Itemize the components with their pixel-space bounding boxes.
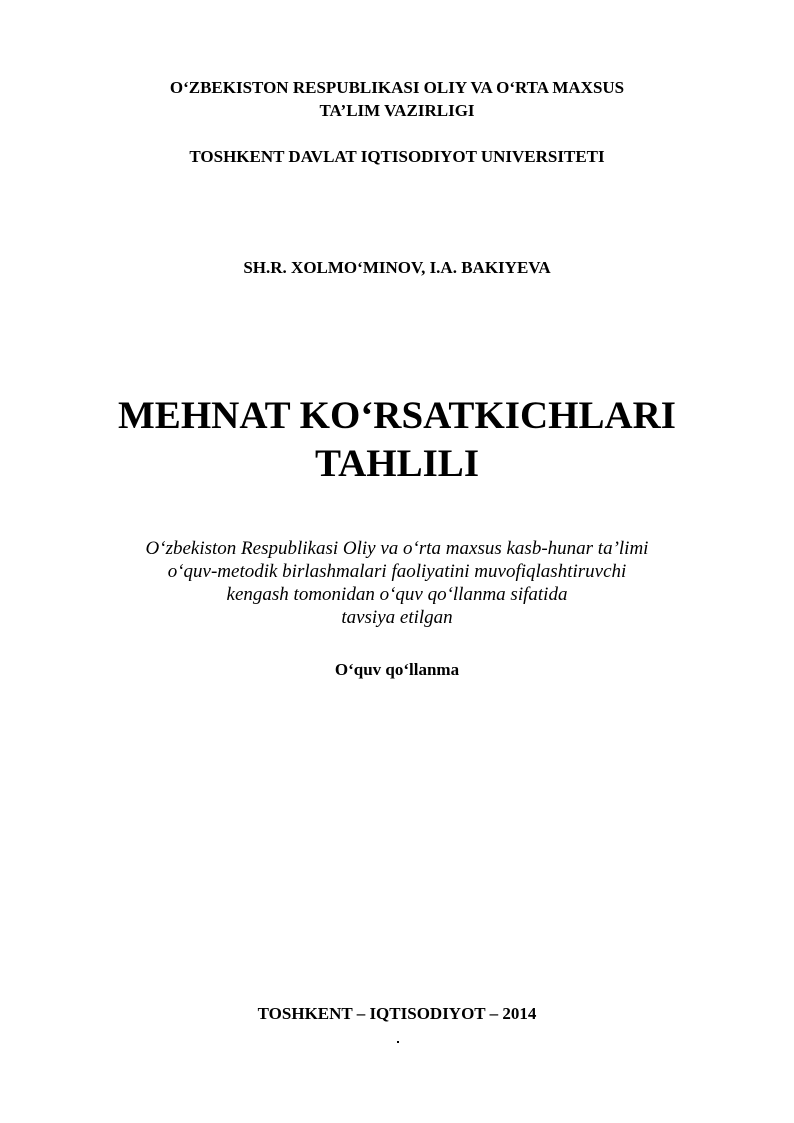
- page-dot-mark: [397, 1041, 399, 1043]
- university-name: TOSHKENT DAVLAT IQTISODIYOT UNIVERSITETI: [189, 147, 605, 166]
- book-title-line-2: TAHLILI: [315, 442, 479, 485]
- book-title-line-1: MEHNAT KO‘RSATKICHLARI: [118, 394, 676, 437]
- recommendation-line-2: o‘quv-metodik birlashmalari faoliyatini muvofiqlashtiruvchi: [167, 561, 627, 582]
- ministry-line-1: O‘ZBEKISTON RESPUBLIKASI OLIY VA O‘RTA MAXSUS: [169, 78, 625, 97]
- publication-footer: TOSHKENT – IQTISODIYOT – 2014: [257, 1004, 537, 1023]
- recommendation-line-4: tavsiya etilgan: [341, 607, 453, 628]
- ministry-line-2: TA’LIM VAZIRLIGI: [319, 101, 475, 120]
- authors: SH.R. XOLMO‘MINOV, I.A. BAKIYEVA: [243, 258, 551, 277]
- recommendation-line-3: kengash tomonidan o‘quv qo‘llanma sifatida: [226, 584, 568, 605]
- document-type: O‘quv qo‘llanma: [334, 660, 460, 679]
- recommendation-line-1: O‘zbekiston Respublikasi Oliy va o‘rta maxsus kasb-hunar ta’limi: [145, 538, 649, 559]
